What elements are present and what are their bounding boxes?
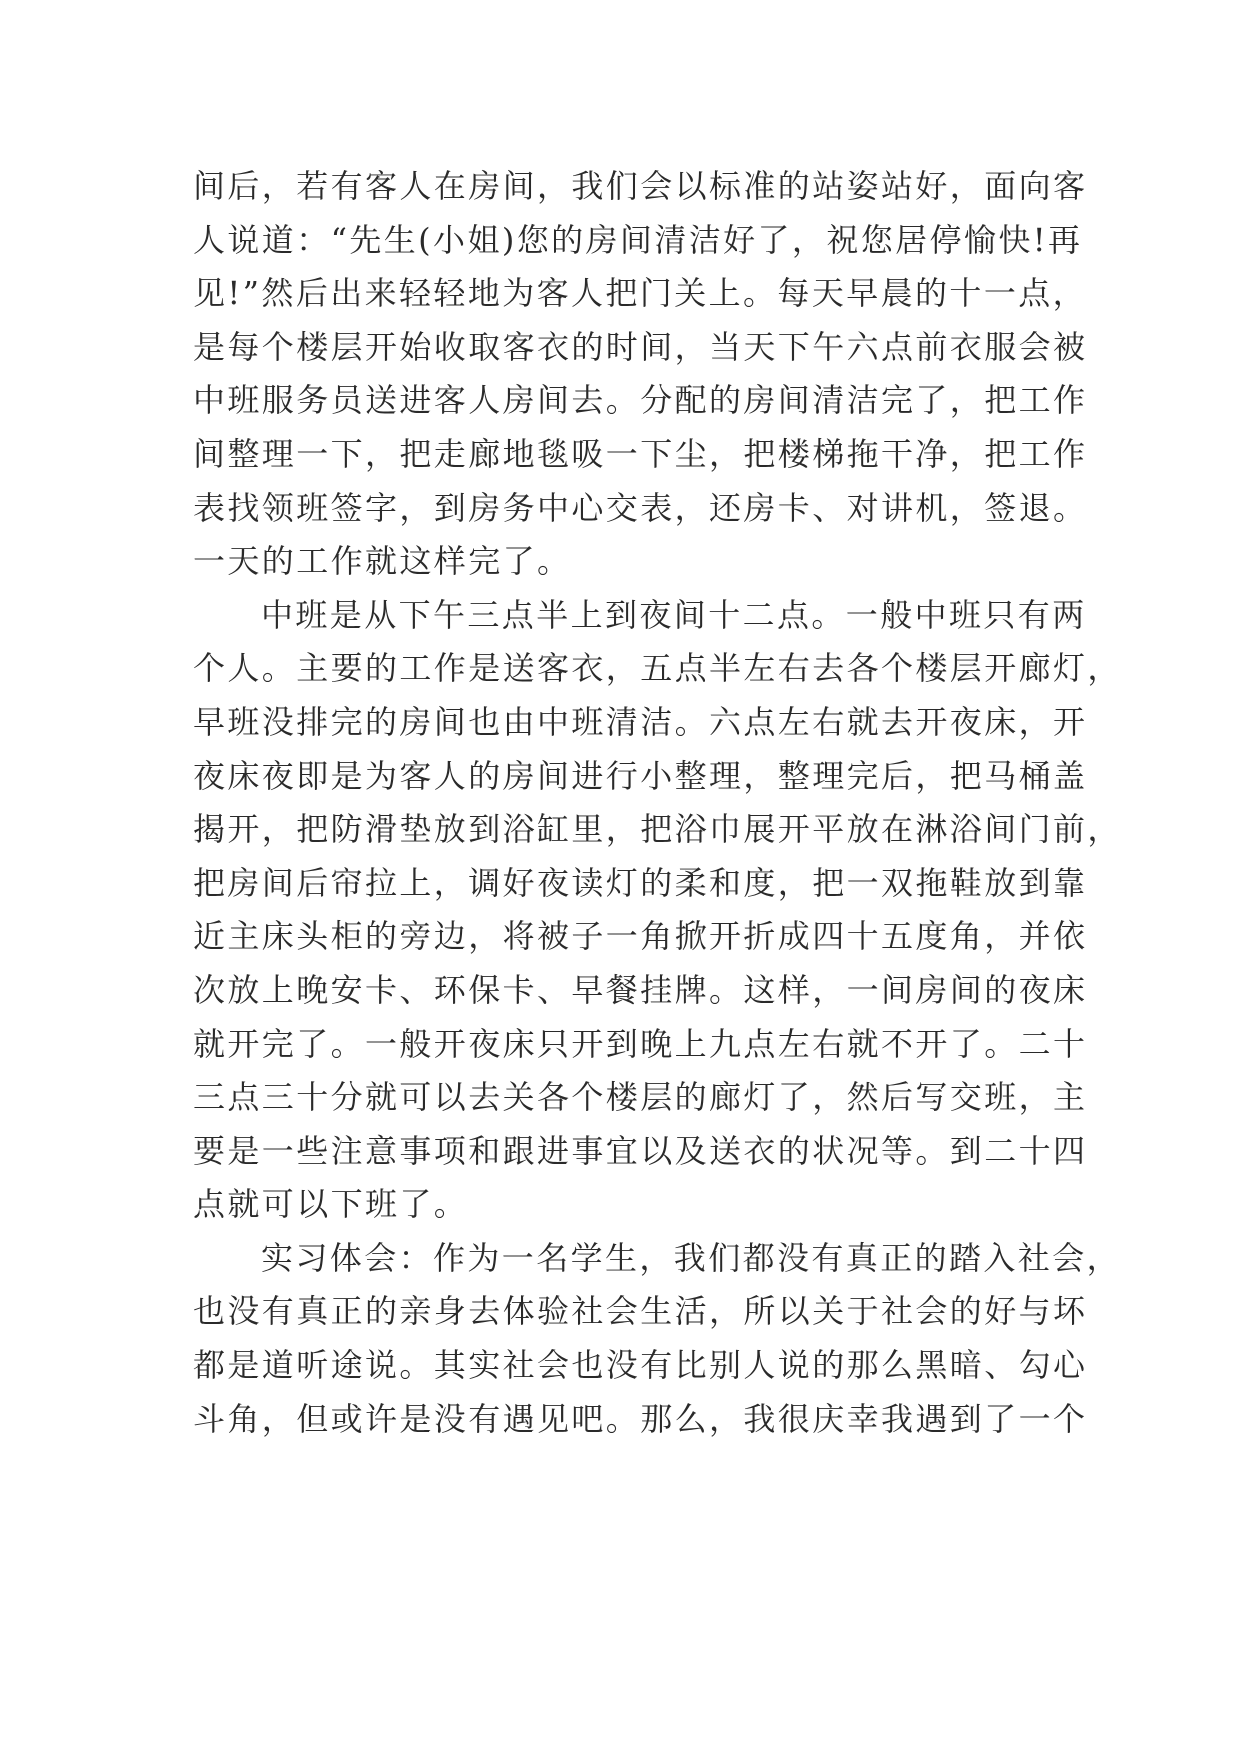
text-line: 间整理一下，把走廊地毯吸一下尘，把楼梯拖干净，把工作 — [193, 434, 1088, 473]
text-line: 个人。主要的工作是送客衣，五点半左右去各个楼层开廊灯， — [193, 649, 1122, 688]
text-line: 表找领班签字，到房务中心交表，还房卡、对讲机，签退。 — [193, 488, 1088, 527]
text-line: 见!”然后出来轻轻地为客人把门关上。每天早晨的十一点， — [193, 274, 1088, 313]
text-line: 近主床头柜的旁边，将被子一角掀开折成四十五度角，并依 — [193, 917, 1088, 956]
text-line: 斗角，但或许是没有遇见吧。那么，我很庆幸我遇到了一个 — [193, 1399, 1088, 1438]
text-line: 夜床夜即是为客人的房间进行小整理，整理完后，把马桶盖 — [193, 756, 1088, 795]
text-line: 就开完了。一般开夜床只开到晚上九点左右就不开了。二十 — [193, 1024, 1088, 1063]
paragraph-start-line: 中班是从下午三点半上到夜间十二点。一般中班只有两 — [261, 595, 1087, 634]
text-line: 都是道听途说。其实社会也没有比别人说的那么黑暗、勾心 — [193, 1346, 1088, 1385]
text-line: 要是一些注意事项和跟进事宜以及送衣的状况等。到二十四 — [193, 1131, 1088, 1170]
text-line: 把房间后帘拉上，调好夜读灯的柔和度，把一双拖鞋放到靠 — [193, 863, 1088, 902]
text-line: 早班没排完的房间也由中班清洁。六点左右就去开夜床，开 — [193, 702, 1088, 741]
text-line: 揭开，把防滑垫放到浴缸里，把浴巾展开平放在淋浴间门前， — [193, 810, 1122, 849]
text-line: 也没有真正的亲身去体验社会生活，所以关于社会的好与坏 — [193, 1292, 1088, 1331]
text-line: 次放上晚安卡、环保卡、早餐挂牌。这样，一间房间的夜床 — [193, 970, 1088, 1009]
paragraph-start-line: 实习体会：作为一名学生，我们都没有真正的踏入社会， — [261, 1238, 1122, 1277]
text-line: 是每个楼层开始收取客衣的时间，当天下午六点前衣服会被 — [193, 327, 1088, 366]
text-line: 三点三十分就可以去关各个楼层的廊灯了，然后写交班，主 — [193, 1078, 1088, 1117]
body-text — [193, 160, 1122, 1446]
text-line: 点就可以下班了。 — [193, 1185, 469, 1224]
text-line: 人说道：“先生(小姐)您的房间清洁好了，祝您居停愉快!再 — [193, 220, 1083, 259]
text-line: 间后，若有客人在房间，我们会以标准的站姿站好，面向客 — [193, 167, 1088, 205]
text-line: 中班服务员送进客人房间去。分配的房间清洁完了，把工作 — [193, 381, 1088, 420]
text-line: 一天的工作就这样完了。 — [193, 542, 572, 581]
